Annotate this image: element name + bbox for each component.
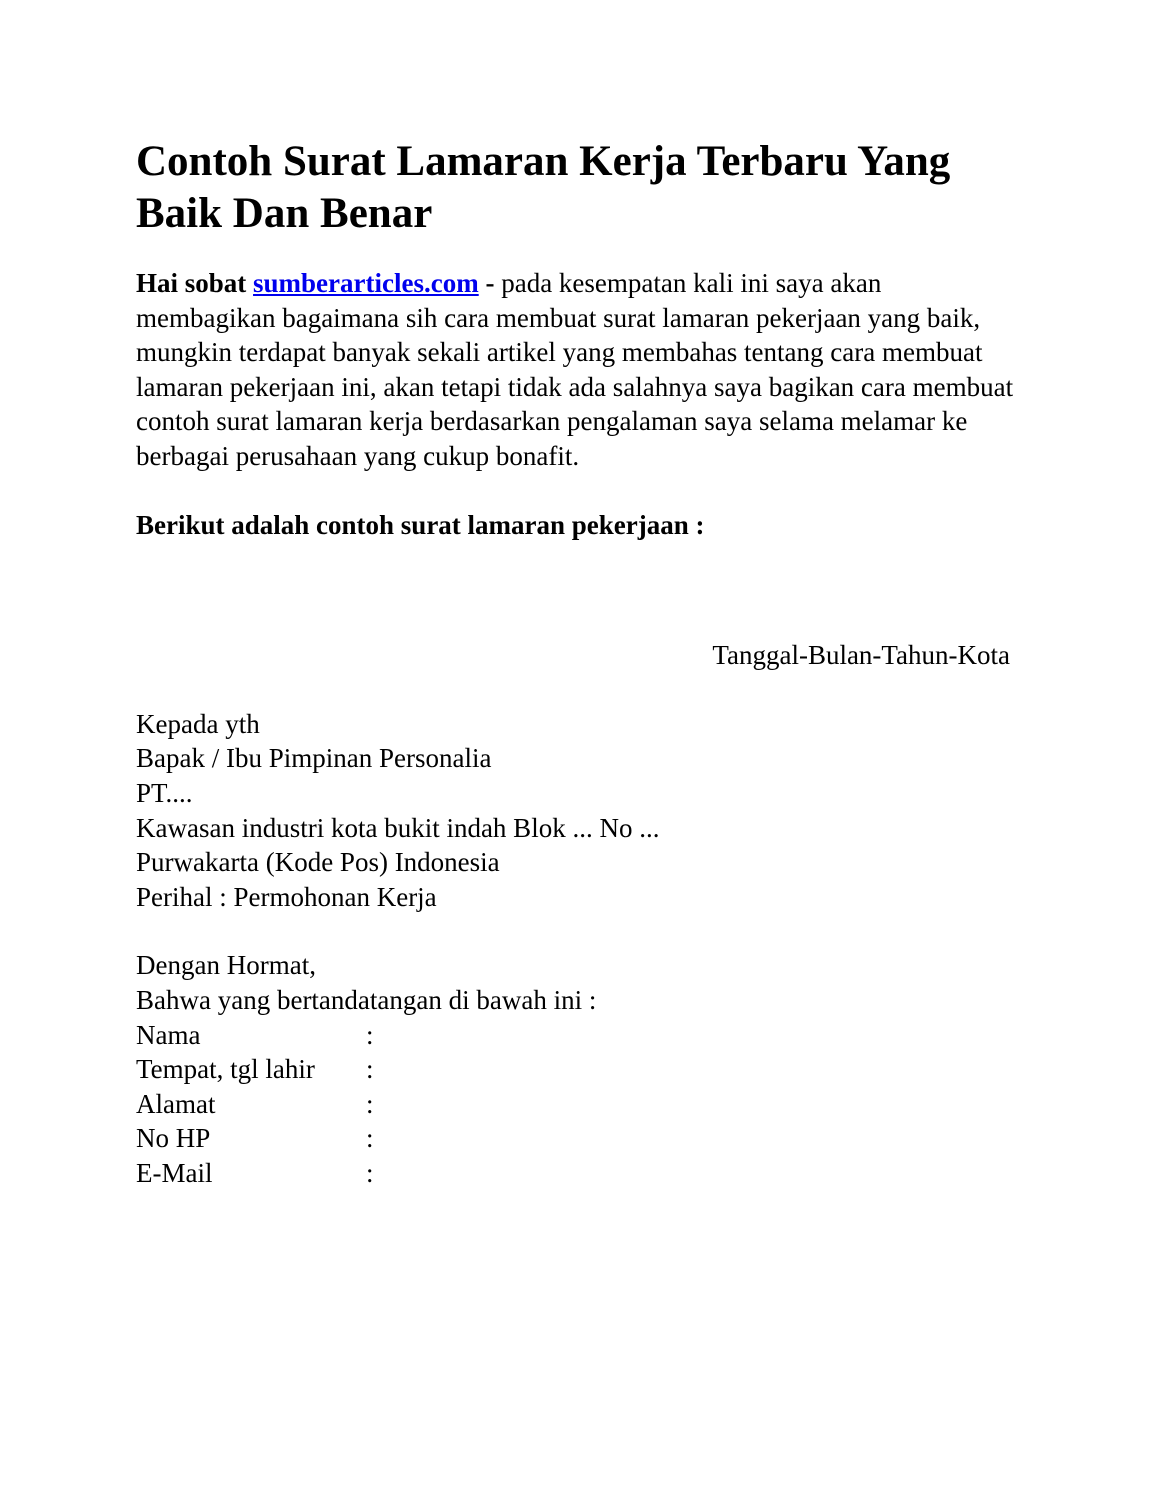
intro-statement: Bahwa yang bertandatangan di bawah ini : — [136, 984, 597, 1015]
recipient-block — [136, 707, 1026, 915]
field-colon: : — [366, 1019, 374, 1050]
field-label: Tempat, tgl lahir — [136, 1054, 315, 1085]
salutation: Dengan Hormat, — [136, 950, 316, 981]
field-label: No HP — [136, 1123, 211, 1154]
applicant-fields — [136, 1018, 1026, 1191]
recipient-line: Kawasan industri kota bukit indah Blok ... No ... — [136, 812, 660, 843]
field-colon: : — [366, 1123, 374, 1154]
field-colon: : — [366, 1054, 374, 1085]
intro-body: pada kesempatan kali ini saya akan membagikan bagaimana sih cara membuat surat lamaran pekerjaan yang baik, mungkin terdapat banyak sekali artikel yang membahas tentang cara membuat lamaran pekerjaan ini, akan tetapi tidak ada salahnya saya bagikan cara membuat contoh surat lamaran kerja berdasarkan pengalaman saya selama melamar ke berbagai perusahaan yang cukup bonafit. — [136, 268, 1014, 471]
page-title: Contoh Surat Lamaran Kerja Terbaru Yang Baik Dan Benar — [136, 138, 951, 237]
recipient-line: Bapak / Ibu Pimpinan Personalia — [136, 743, 492, 774]
salutation-block — [136, 948, 1026, 1017]
intro-dash: - — [478, 268, 502, 298]
field-label: Nama — [136, 1019, 201, 1050]
field-row-tempat-tgl-lahir — [136, 1052, 1026, 1087]
section-heading: Berikut adalah contoh surat lamaran pekerjaan : — [136, 509, 705, 540]
field-label: E-Mail — [136, 1157, 213, 1188]
recipient-line: Perihal : Permohonan Kerja — [136, 881, 437, 912]
recipient-line: PT.... — [136, 777, 193, 808]
document-page — [136, 136, 1026, 1190]
field-colon: : — [366, 1157, 374, 1188]
letter-date: Tanggal-Bulan-Tahun-Kota — [712, 640, 1010, 671]
recipient-line: Kepada yth — [136, 708, 260, 739]
recipient-line: Purwakarta (Kode Pos) Indonesia — [136, 847, 500, 878]
site-link[interactable]: sumberarticles.com — [253, 268, 479, 298]
intro-paragraph — [136, 266, 1026, 474]
field-label: Alamat — [136, 1088, 216, 1119]
field-row-no-hp — [136, 1121, 1026, 1156]
field-row-email — [136, 1156, 1026, 1191]
field-row-alamat — [136, 1087, 1026, 1122]
intro-lead: Hai sobat — [136, 268, 254, 298]
field-colon: : — [366, 1088, 374, 1119]
field-row-nama — [136, 1018, 1026, 1053]
